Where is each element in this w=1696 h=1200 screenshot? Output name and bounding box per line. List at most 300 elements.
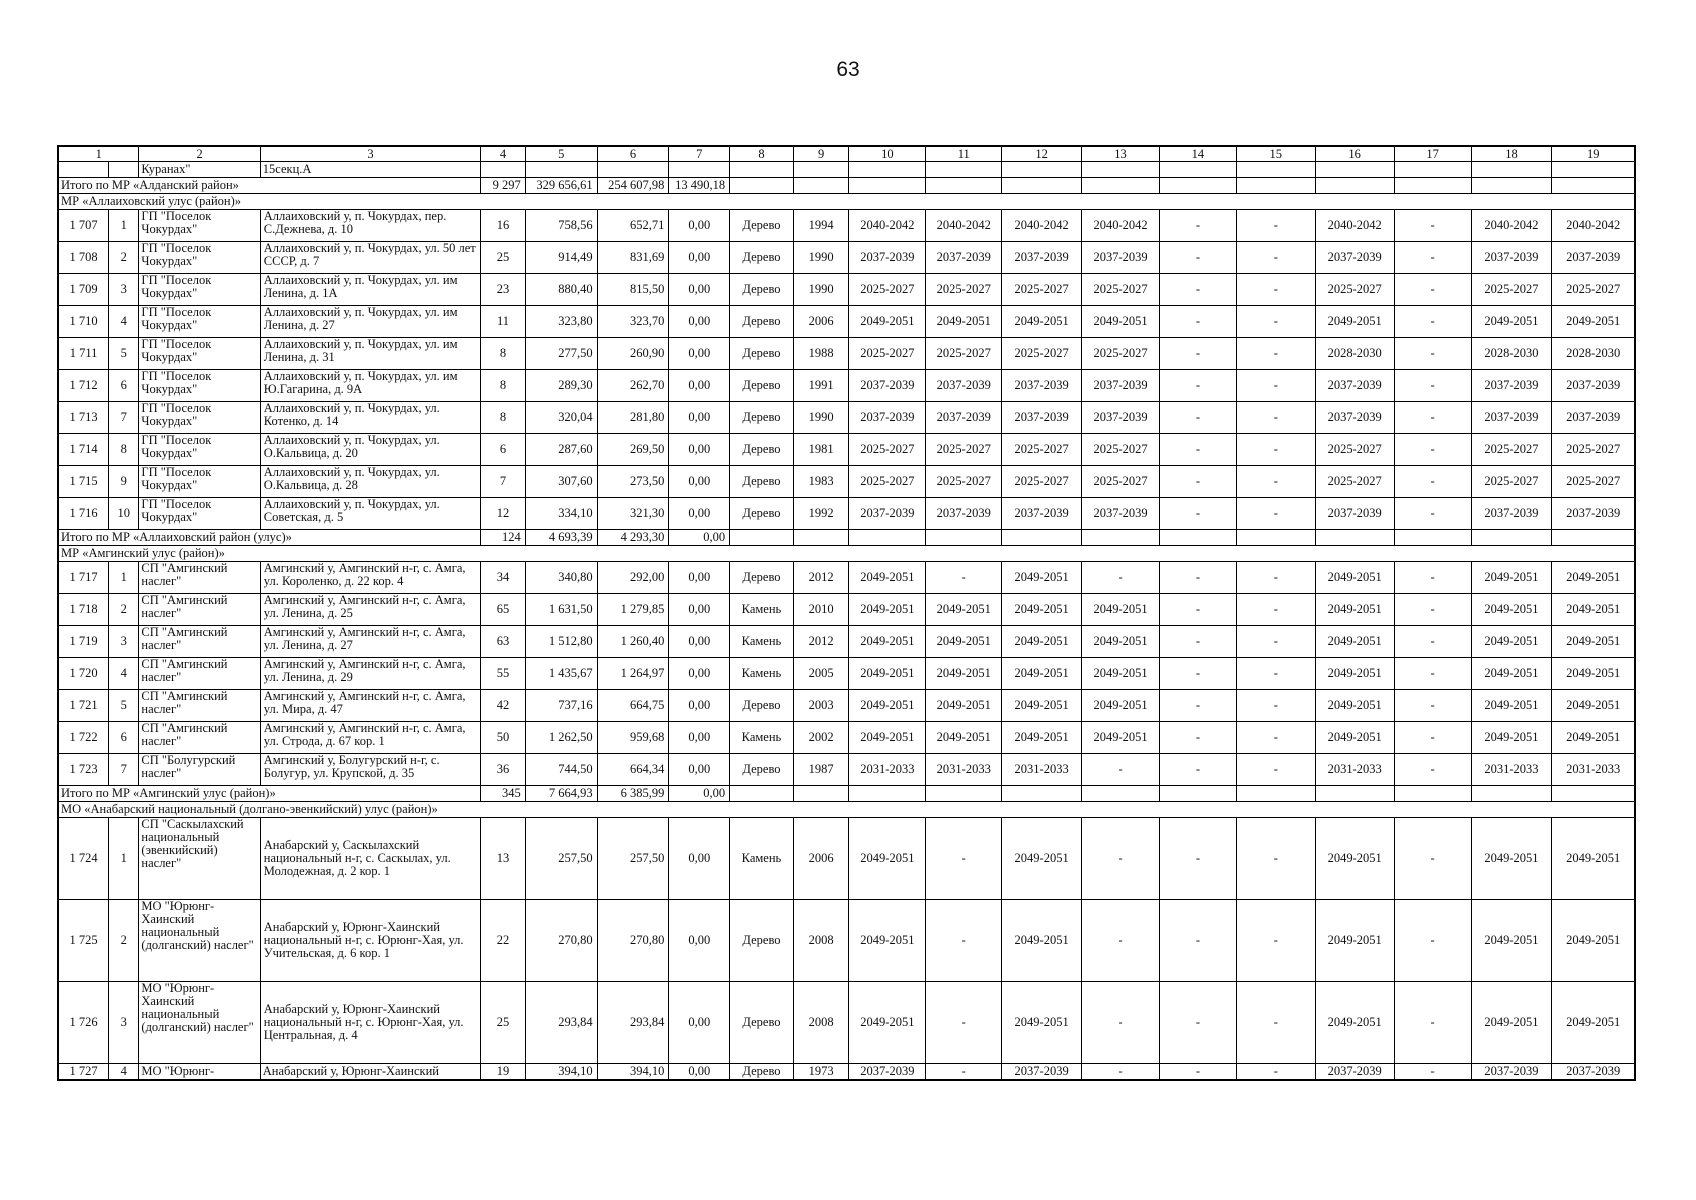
address-cell: Аллаиховский у, п. Чокурдах, ул. им Ленина, д. 1А [260, 274, 481, 306]
value-cell: 2049-2051 [926, 722, 1002, 754]
value-cell: - [1394, 722, 1471, 754]
value-cell: 2049-2051 [926, 658, 1002, 690]
value-cell: 2049-2051 [1552, 658, 1635, 690]
table-cell [1159, 178, 1236, 194]
value-cell: 2025-2027 [1002, 466, 1082, 498]
value-cell: 2040-2042 [849, 210, 926, 242]
org-cell: СП "Амгинский наслег" [139, 626, 260, 658]
row-id-cell: 1 715 [58, 466, 109, 498]
value-cell: 22 [481, 900, 526, 982]
value-cell: - [1159, 982, 1236, 1064]
value-cell: - [1236, 900, 1315, 982]
value-cell: 0,00 [669, 466, 730, 498]
value-cell: 2008 [793, 900, 849, 982]
org-cell: ГП "Поселок Чокурдах" [139, 466, 260, 498]
value-cell: - [1394, 370, 1471, 402]
value-cell: - [1082, 982, 1160, 1064]
value-cell: 2049-2051 [1082, 626, 1160, 658]
total-apartments: 124 [481, 530, 526, 546]
value-cell: - [1159, 900, 1236, 982]
value-cell: 2037-2039 [1002, 498, 1082, 530]
value-cell: - [926, 900, 1002, 982]
value-cell: 2049-2051 [926, 690, 1002, 722]
value-cell: 2037-2039 [1552, 370, 1635, 402]
value-cell: 1 262,50 [525, 722, 597, 754]
value-cell: 2049-2051 [849, 594, 926, 626]
value-cell: Камень [730, 626, 794, 658]
value-cell: 2025-2027 [1082, 274, 1160, 306]
value-cell: Дерево [730, 1064, 794, 1081]
value-cell: 2049-2051 [1002, 562, 1082, 594]
value-cell: - [1236, 818, 1315, 900]
value-cell: 2049-2051 [1471, 562, 1552, 594]
value-cell: - [926, 818, 1002, 900]
column-header: 7 [669, 146, 730, 162]
table-cell [1471, 178, 1552, 194]
value-cell: - [926, 982, 1002, 1064]
value-cell: 2049-2051 [849, 722, 926, 754]
value-cell: 2049-2051 [1552, 982, 1635, 1064]
column-header: 4 [481, 146, 526, 162]
value-cell: 0,00 [669, 754, 730, 786]
table-row [58, 402, 1635, 434]
row-id-cell: 1 722 [58, 722, 109, 754]
value-cell: - [1236, 402, 1315, 434]
value-cell: 2049-2051 [1315, 658, 1394, 690]
value-cell: Дерево [730, 402, 794, 434]
value-cell: 2049-2051 [849, 562, 926, 594]
row-number-cell: 3 [109, 982, 139, 1064]
row-id-cell: 1 716 [58, 498, 109, 530]
value-cell: - [1236, 594, 1315, 626]
value-cell: 1973 [793, 1064, 849, 1081]
value-cell: - [1394, 754, 1471, 786]
value-cell: - [1394, 466, 1471, 498]
row-number-cell: 5 [109, 690, 139, 722]
value-cell: 2037-2039 [849, 370, 926, 402]
column-header: 12 [1002, 146, 1082, 162]
org-cell: ГП "Поселок Чокурдах" [139, 402, 260, 434]
value-cell: 2012 [793, 562, 849, 594]
value-cell: 2049-2051 [849, 690, 926, 722]
value-cell: 2025-2027 [1471, 434, 1552, 466]
column-header: 19 [1552, 146, 1635, 162]
total-living-area: 254 607,98 [597, 178, 669, 194]
row-number-cell: 6 [109, 370, 139, 402]
address-cell: Анабарский у, Юрюнг-Хаинский национальный н-г, с. Юрюнг-Хая, ул. Центральная, д. 4 [260, 982, 481, 1064]
value-cell: Дерево [730, 338, 794, 370]
table-row [58, 370, 1635, 402]
column-header: 13 [1082, 146, 1160, 162]
value-cell: 2025-2027 [1315, 434, 1394, 466]
value-cell: - [1394, 626, 1471, 658]
value-cell: - [1082, 754, 1160, 786]
value-cell: 2049-2051 [1315, 722, 1394, 754]
value-cell: - [1394, 402, 1471, 434]
value-cell: 2049-2051 [1552, 722, 1635, 754]
value-cell: 2049-2051 [849, 658, 926, 690]
value-cell: 0,00 [669, 498, 730, 530]
table-row [58, 466, 1635, 498]
value-cell: 2049-2051 [1002, 306, 1082, 338]
table-cell [1002, 786, 1082, 802]
value-cell: 1990 [793, 274, 849, 306]
table-cell [1394, 530, 1471, 546]
column-header: 8 [730, 146, 794, 162]
value-cell: 2049-2051 [1471, 818, 1552, 900]
value-cell: - [1394, 306, 1471, 338]
value-cell: - [926, 562, 1002, 594]
value-cell: 2008 [793, 982, 849, 1064]
value-cell: 2040-2042 [1552, 210, 1635, 242]
value-cell: 2049-2051 [1471, 594, 1552, 626]
section-title: МО «Анабарский национальный (долгано-эвенкийский) улус (район)» [58, 802, 1635, 818]
value-cell: 2025-2027 [1471, 274, 1552, 306]
table-cell [1552, 178, 1635, 194]
value-cell: 307,60 [525, 466, 597, 498]
value-cell: - [1159, 722, 1236, 754]
total-label: Итого по МР «Аллаиховский район (улус)» [58, 530, 481, 546]
value-cell: 2025-2027 [849, 434, 926, 466]
value-cell: 1988 [793, 338, 849, 370]
value-cell: 11 [481, 306, 526, 338]
value-cell: - [1082, 818, 1160, 900]
value-cell: - [1394, 818, 1471, 900]
value-cell: 2037-2039 [1002, 402, 1082, 434]
value-cell: - [1236, 466, 1315, 498]
value-cell: - [926, 1064, 1002, 1081]
value-cell: Дерево [730, 982, 794, 1064]
address-cell: Аллаиховский у, п. Чокурдах, ул. Котенко, д. 14 [260, 402, 481, 434]
table-cell [1552, 786, 1635, 802]
value-cell: - [1394, 274, 1471, 306]
row-id-cell: 1 710 [58, 306, 109, 338]
value-cell: 0,00 [669, 658, 730, 690]
value-cell: 2049-2051 [1082, 594, 1160, 626]
value-cell: 269,50 [597, 434, 669, 466]
value-cell: 2037-2039 [1082, 370, 1160, 402]
value-cell: 2025-2027 [926, 274, 1002, 306]
total-label: Итого по МР «Амгинский улус (район)» [58, 786, 481, 802]
table-cell [926, 786, 1002, 802]
row-number-cell: 3 [109, 274, 139, 306]
value-cell: - [1159, 658, 1236, 690]
value-cell: - [1159, 1064, 1236, 1081]
value-cell: - [1082, 900, 1160, 982]
org-cell: СП "Амгинский наслег" [139, 562, 260, 594]
value-cell: 2031-2033 [1552, 754, 1635, 786]
value-cell: - [1394, 434, 1471, 466]
row-id-cell: 1 714 [58, 434, 109, 466]
value-cell: 2025-2027 [849, 274, 926, 306]
value-cell: Дерево [730, 306, 794, 338]
value-cell: 1987 [793, 754, 849, 786]
org-cell: ГП "Поселок Чокурдах" [139, 242, 260, 274]
table-cell [926, 178, 1002, 194]
value-cell: 2025-2027 [849, 466, 926, 498]
value-cell: 293,84 [525, 982, 597, 1064]
section-header-row [58, 194, 1635, 210]
value-cell: 2049-2051 [926, 626, 1002, 658]
total-nonresidential: 13 490,18 [669, 178, 730, 194]
org-cell: ГП "Поселок Чокурдах" [139, 434, 260, 466]
row-id-cell: 1 719 [58, 626, 109, 658]
value-cell: 2049-2051 [849, 626, 926, 658]
value-cell: 257,50 [525, 818, 597, 900]
value-cell: 2037-2039 [1315, 498, 1394, 530]
value-cell: - [1236, 626, 1315, 658]
row-number-cell: 4 [109, 1064, 139, 1081]
value-cell: 0,00 [669, 210, 730, 242]
value-cell: - [1236, 722, 1315, 754]
row-number-cell: 4 [109, 658, 139, 690]
value-cell: Дерево [730, 274, 794, 306]
value-cell: - [1159, 754, 1236, 786]
value-cell: 737,16 [525, 690, 597, 722]
table-row [58, 242, 1635, 274]
value-cell: 2037-2039 [1552, 402, 1635, 434]
value-cell: - [1159, 274, 1236, 306]
value-cell: - [1394, 338, 1471, 370]
value-cell: 6 [481, 434, 526, 466]
table-row [58, 338, 1635, 370]
value-cell: 1992 [793, 498, 849, 530]
table-cell [1236, 178, 1315, 194]
table-cell [1315, 178, 1394, 194]
value-cell: 2037-2039 [1471, 1064, 1552, 1081]
value-cell: - [1159, 594, 1236, 626]
value-cell: 2049-2051 [1082, 658, 1160, 690]
section-header-row [58, 802, 1635, 818]
value-cell: 0,00 [669, 982, 730, 1064]
value-cell: 2031-2033 [1002, 754, 1082, 786]
value-cell: 2006 [793, 306, 849, 338]
total-label: Итого по МР «Алданский район» [58, 178, 481, 194]
value-cell: 2037-2039 [926, 242, 1002, 274]
row-number-cell: 1 [109, 562, 139, 594]
value-cell: 1 260,40 [597, 626, 669, 658]
value-cell: - [1236, 982, 1315, 1064]
value-cell: Дерево [730, 210, 794, 242]
value-cell: - [1236, 242, 1315, 274]
table-cell [109, 162, 139, 178]
value-cell: 2037-2039 [1315, 1064, 1394, 1081]
value-cell: - [1236, 306, 1315, 338]
table-cell [849, 530, 926, 546]
value-cell: 334,10 [525, 498, 597, 530]
value-cell: - [1159, 466, 1236, 498]
value-cell: 25 [481, 242, 526, 274]
value-cell: - [1394, 1064, 1471, 1081]
value-cell: 0,00 [669, 626, 730, 658]
value-cell: 2025-2027 [926, 338, 1002, 370]
value-cell: 2037-2039 [1471, 402, 1552, 434]
table-cell [1552, 530, 1635, 546]
row-number-cell: 2 [109, 242, 139, 274]
table-cell [1159, 162, 1236, 178]
value-cell: 2049-2051 [926, 594, 1002, 626]
value-cell: 12 [481, 498, 526, 530]
table-cell [1002, 530, 1082, 546]
value-cell: 2040-2042 [926, 210, 1002, 242]
value-cell: 2049-2051 [926, 306, 1002, 338]
column-header: 18 [1471, 146, 1552, 162]
value-cell: 257,50 [597, 818, 669, 900]
value-cell: - [1159, 498, 1236, 530]
org-cell: СП "Болугурский наслег" [139, 754, 260, 786]
table-cell [525, 162, 597, 178]
value-cell: - [1236, 754, 1315, 786]
row-id-cell: 1 723 [58, 754, 109, 786]
total-nonresidential: 0,00 [669, 530, 730, 546]
value-cell: 2049-2051 [1552, 626, 1635, 658]
value-cell: - [1394, 690, 1471, 722]
table-row [58, 306, 1635, 338]
value-cell: 2031-2033 [1471, 754, 1552, 786]
value-cell: 2049-2051 [849, 982, 926, 1064]
org-cell: ГП "Поселок Чокурдах" [139, 306, 260, 338]
table-cell [1082, 786, 1160, 802]
value-cell: 1990 [793, 402, 849, 434]
value-cell: - [1394, 242, 1471, 274]
value-cell: - [1394, 982, 1471, 1064]
value-cell: 2049-2051 [1552, 900, 1635, 982]
value-cell: 1981 [793, 434, 849, 466]
column-header: 5 [525, 146, 597, 162]
value-cell: - [1082, 562, 1160, 594]
row-number-cell: 5 [109, 338, 139, 370]
value-cell: 2025-2027 [1002, 274, 1082, 306]
org-cell: ГП "Поселок Чокурдах" [139, 338, 260, 370]
value-cell: 2025-2027 [926, 466, 1002, 498]
org-cell: ГП "Поселок Чокурдах" [139, 210, 260, 242]
value-cell: 19 [481, 1064, 526, 1081]
value-cell: 2049-2051 [1002, 818, 1082, 900]
table-row [58, 818, 1635, 900]
value-cell: Дерево [730, 434, 794, 466]
value-cell: 289,30 [525, 370, 597, 402]
value-cell: 2025-2027 [1552, 466, 1635, 498]
value-cell: - [1082, 1064, 1160, 1081]
value-cell: 13 [481, 818, 526, 900]
address-cell: Аллаиховский у, п. Чокурдах, ул. им Ленина, д. 31 [260, 338, 481, 370]
value-cell: - [1236, 1064, 1315, 1081]
value-cell: 42 [481, 690, 526, 722]
value-cell: - [1236, 690, 1315, 722]
value-cell: 2037-2039 [849, 1064, 926, 1081]
value-cell: 0,00 [669, 306, 730, 338]
value-cell: 2049-2051 [1315, 982, 1394, 1064]
table-cell [730, 530, 794, 546]
value-cell: 831,69 [597, 242, 669, 274]
org-cell: ГП "Поселок Чокурдах" [139, 370, 260, 402]
value-cell: 880,40 [525, 274, 597, 306]
page-number: 63 [836, 58, 860, 81]
address-cell: Аллаиховский у, п. Чокурдах, ул. Советская, д. 5 [260, 498, 481, 530]
row-id-cell: 1 718 [58, 594, 109, 626]
org-cell: СП "Саскылахский национальный (эвенкийский) наслег" [139, 818, 260, 900]
table-row [58, 1064, 1635, 1081]
table-row [58, 498, 1635, 530]
table-row [58, 210, 1635, 242]
value-cell: 270,80 [597, 900, 669, 982]
value-cell: 2040-2042 [1082, 210, 1160, 242]
value-cell: 2049-2051 [1002, 982, 1082, 1064]
address-cell: Анабарский у, Саскылахский национальный н-г, с. Саскылах, ул. Молодежная, д. 2 кор. 1 [260, 818, 481, 900]
row-id-cell: 1 725 [58, 900, 109, 982]
total-apartments: 9 297 [481, 178, 526, 194]
value-cell: 2025-2027 [1082, 466, 1160, 498]
row-id-cell: 1 707 [58, 210, 109, 242]
table-cell [730, 786, 794, 802]
value-cell: Дерево [730, 466, 794, 498]
value-cell: 8 [481, 402, 526, 434]
value-cell: 2012 [793, 626, 849, 658]
value-cell: 63 [481, 626, 526, 658]
housing-register-table [57, 145, 1636, 1081]
value-cell: 1983 [793, 466, 849, 498]
value-cell: 2037-2039 [1082, 242, 1160, 274]
table-cell [1315, 162, 1394, 178]
value-cell: 2049-2051 [1471, 626, 1552, 658]
table-cell [1082, 162, 1160, 178]
value-cell: 2049-2051 [1082, 722, 1160, 754]
row-number-cell: 10 [109, 498, 139, 530]
row-number-cell: 2 [109, 594, 139, 626]
value-cell: 0,00 [669, 900, 730, 982]
total-row [58, 530, 1635, 546]
value-cell: - [1236, 274, 1315, 306]
value-cell: 0,00 [669, 370, 730, 402]
address-cell: Амгинский у, Амгинский н-г, с. Амга, ул. Короленко, д. 22 кор. 4 [260, 562, 481, 594]
value-cell: Дерево [730, 690, 794, 722]
value-cell: Дерево [730, 242, 794, 274]
value-cell: 2037-2039 [1471, 498, 1552, 530]
value-cell: 0,00 [669, 818, 730, 900]
column-header: 2 [139, 146, 260, 162]
value-cell: - [1159, 690, 1236, 722]
org-cell: СП "Амгинский наслег" [139, 658, 260, 690]
value-cell: 2025-2027 [1082, 434, 1160, 466]
value-cell: 2031-2033 [849, 754, 926, 786]
table-cell [1471, 530, 1552, 546]
value-cell: Дерево [730, 498, 794, 530]
value-cell: 25 [481, 982, 526, 1064]
table-cell [1552, 162, 1635, 178]
value-cell: Дерево [730, 754, 794, 786]
value-cell: 2037-2039 [926, 370, 1002, 402]
table-cell [669, 162, 730, 178]
table-cell [1394, 786, 1471, 802]
value-cell: 2037-2039 [1082, 402, 1160, 434]
value-cell: 664,75 [597, 690, 669, 722]
value-cell: 1991 [793, 370, 849, 402]
value-cell: 2037-2039 [1552, 498, 1635, 530]
value-cell: Камень [730, 722, 794, 754]
column-header: 3 [260, 146, 481, 162]
value-cell: 2037-2039 [1315, 370, 1394, 402]
total-area: 7 664,93 [525, 786, 597, 802]
table-cell [926, 530, 1002, 546]
table-row [58, 900, 1635, 982]
value-cell: - [1236, 338, 1315, 370]
value-cell: - [1159, 338, 1236, 370]
value-cell: 2005 [793, 658, 849, 690]
address-cell: Амгинский у, Амгинский н-г, с. Амга, ул. Строда, д. 67 кор. 1 [260, 722, 481, 754]
address-cell: Амгинский у, Амгинский н-г, с. Амга, ул. Мира, д. 47 [260, 690, 481, 722]
value-cell: 815,50 [597, 274, 669, 306]
value-cell: 2049-2051 [1552, 306, 1635, 338]
